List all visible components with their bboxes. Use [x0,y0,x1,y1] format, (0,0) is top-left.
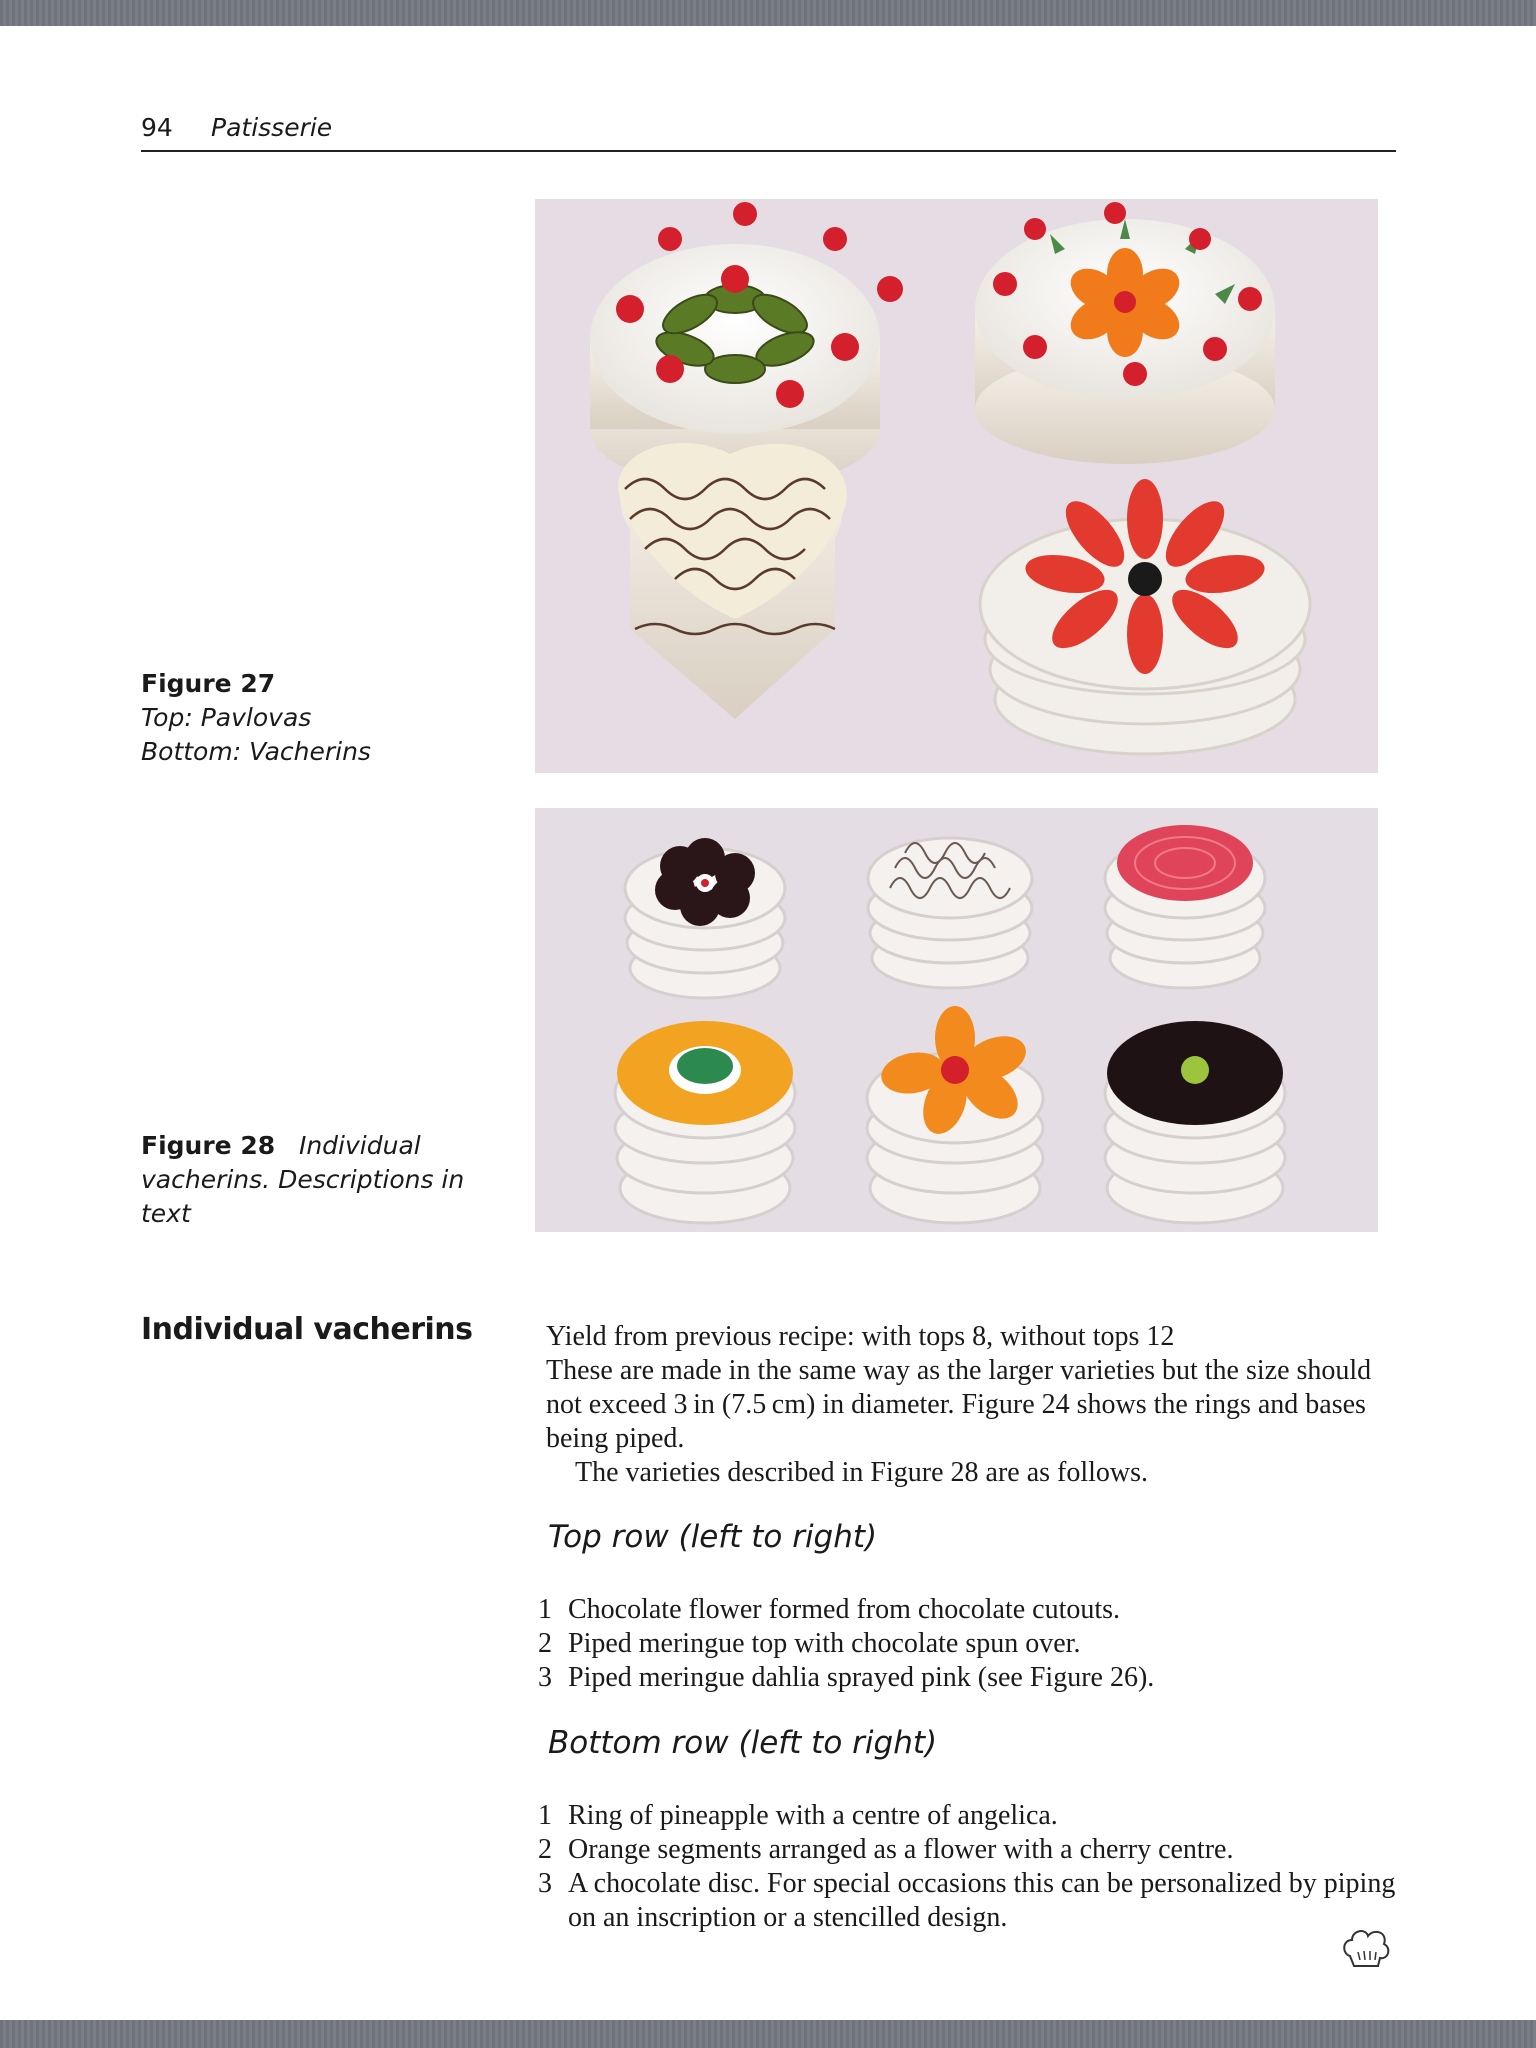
individual-vacherins-illustration [535,808,1378,1232]
figure-28-number: Figure 28 [141,1131,276,1160]
intro-text [546,1320,1396,1490]
viewer-bottom-bar [0,2020,1536,2048]
yield-line: Yield from previous recipe: with tops 8, without tops 12 [546,1321,1175,1352]
list-item: 2 Orange segments arranged as a flower with a cherry centre. [538,1834,1234,1865]
bottom-row-list [538,1799,1398,1935]
running-head-title: Patisserie [211,113,333,142]
list-item: 3 Piped meringue dahlia sprayed pink (see Figure 26). [538,1662,1155,1693]
figure-27-photo [535,199,1378,773]
list-item: 2 Piped meringue top with chocolate spun over. [538,1628,1081,1659]
viewer-top-bar [0,0,1536,26]
list-item: 1 Ring of pineapple with a centre of angelica. [538,1800,1058,1831]
pavlovas-vacherins-illustration [535,199,1378,773]
top-row-heading: Top row (left to right) [548,1519,878,1555]
chef-hat-icon [1340,1922,1392,1972]
figure-27-caption [141,667,491,769]
top-row-list [538,1593,1398,1695]
intro-paragraph: These are made in the same way as the larger varieties but the size should not exceed 3 in (7.5 cm) in diameter. Figure 24 shows the rings and bases being piped. [546,1355,1372,1454]
figure-27-number: Figure 27 [141,669,276,698]
figure-27-line-top: Top: Pavlovas [141,703,312,732]
figure-28-caption [141,1129,491,1231]
figure-28-text: Individual vacherins. Descriptions in text [141,1131,465,1228]
section-heading: Individual vacherins [141,1312,473,1347]
bottom-row-heading: Bottom row (left to right) [548,1725,938,1761]
running-head [141,110,1396,152]
figure-27-line-bottom: Bottom: Vacherins [141,737,371,766]
intro-indented-paragraph: The varieties described in Figure 28 are as follows. [575,1457,1149,1488]
figure-28-photo [535,808,1378,1232]
page-number: 94 [141,113,173,142]
list-item: 3 A chocolate disc. For special occasions this can be personalized by piping on an inscription or a stencilled design. [538,1868,1396,1933]
list-item: 1 Chocolate flower formed from chocolate cutouts. [538,1594,1121,1625]
